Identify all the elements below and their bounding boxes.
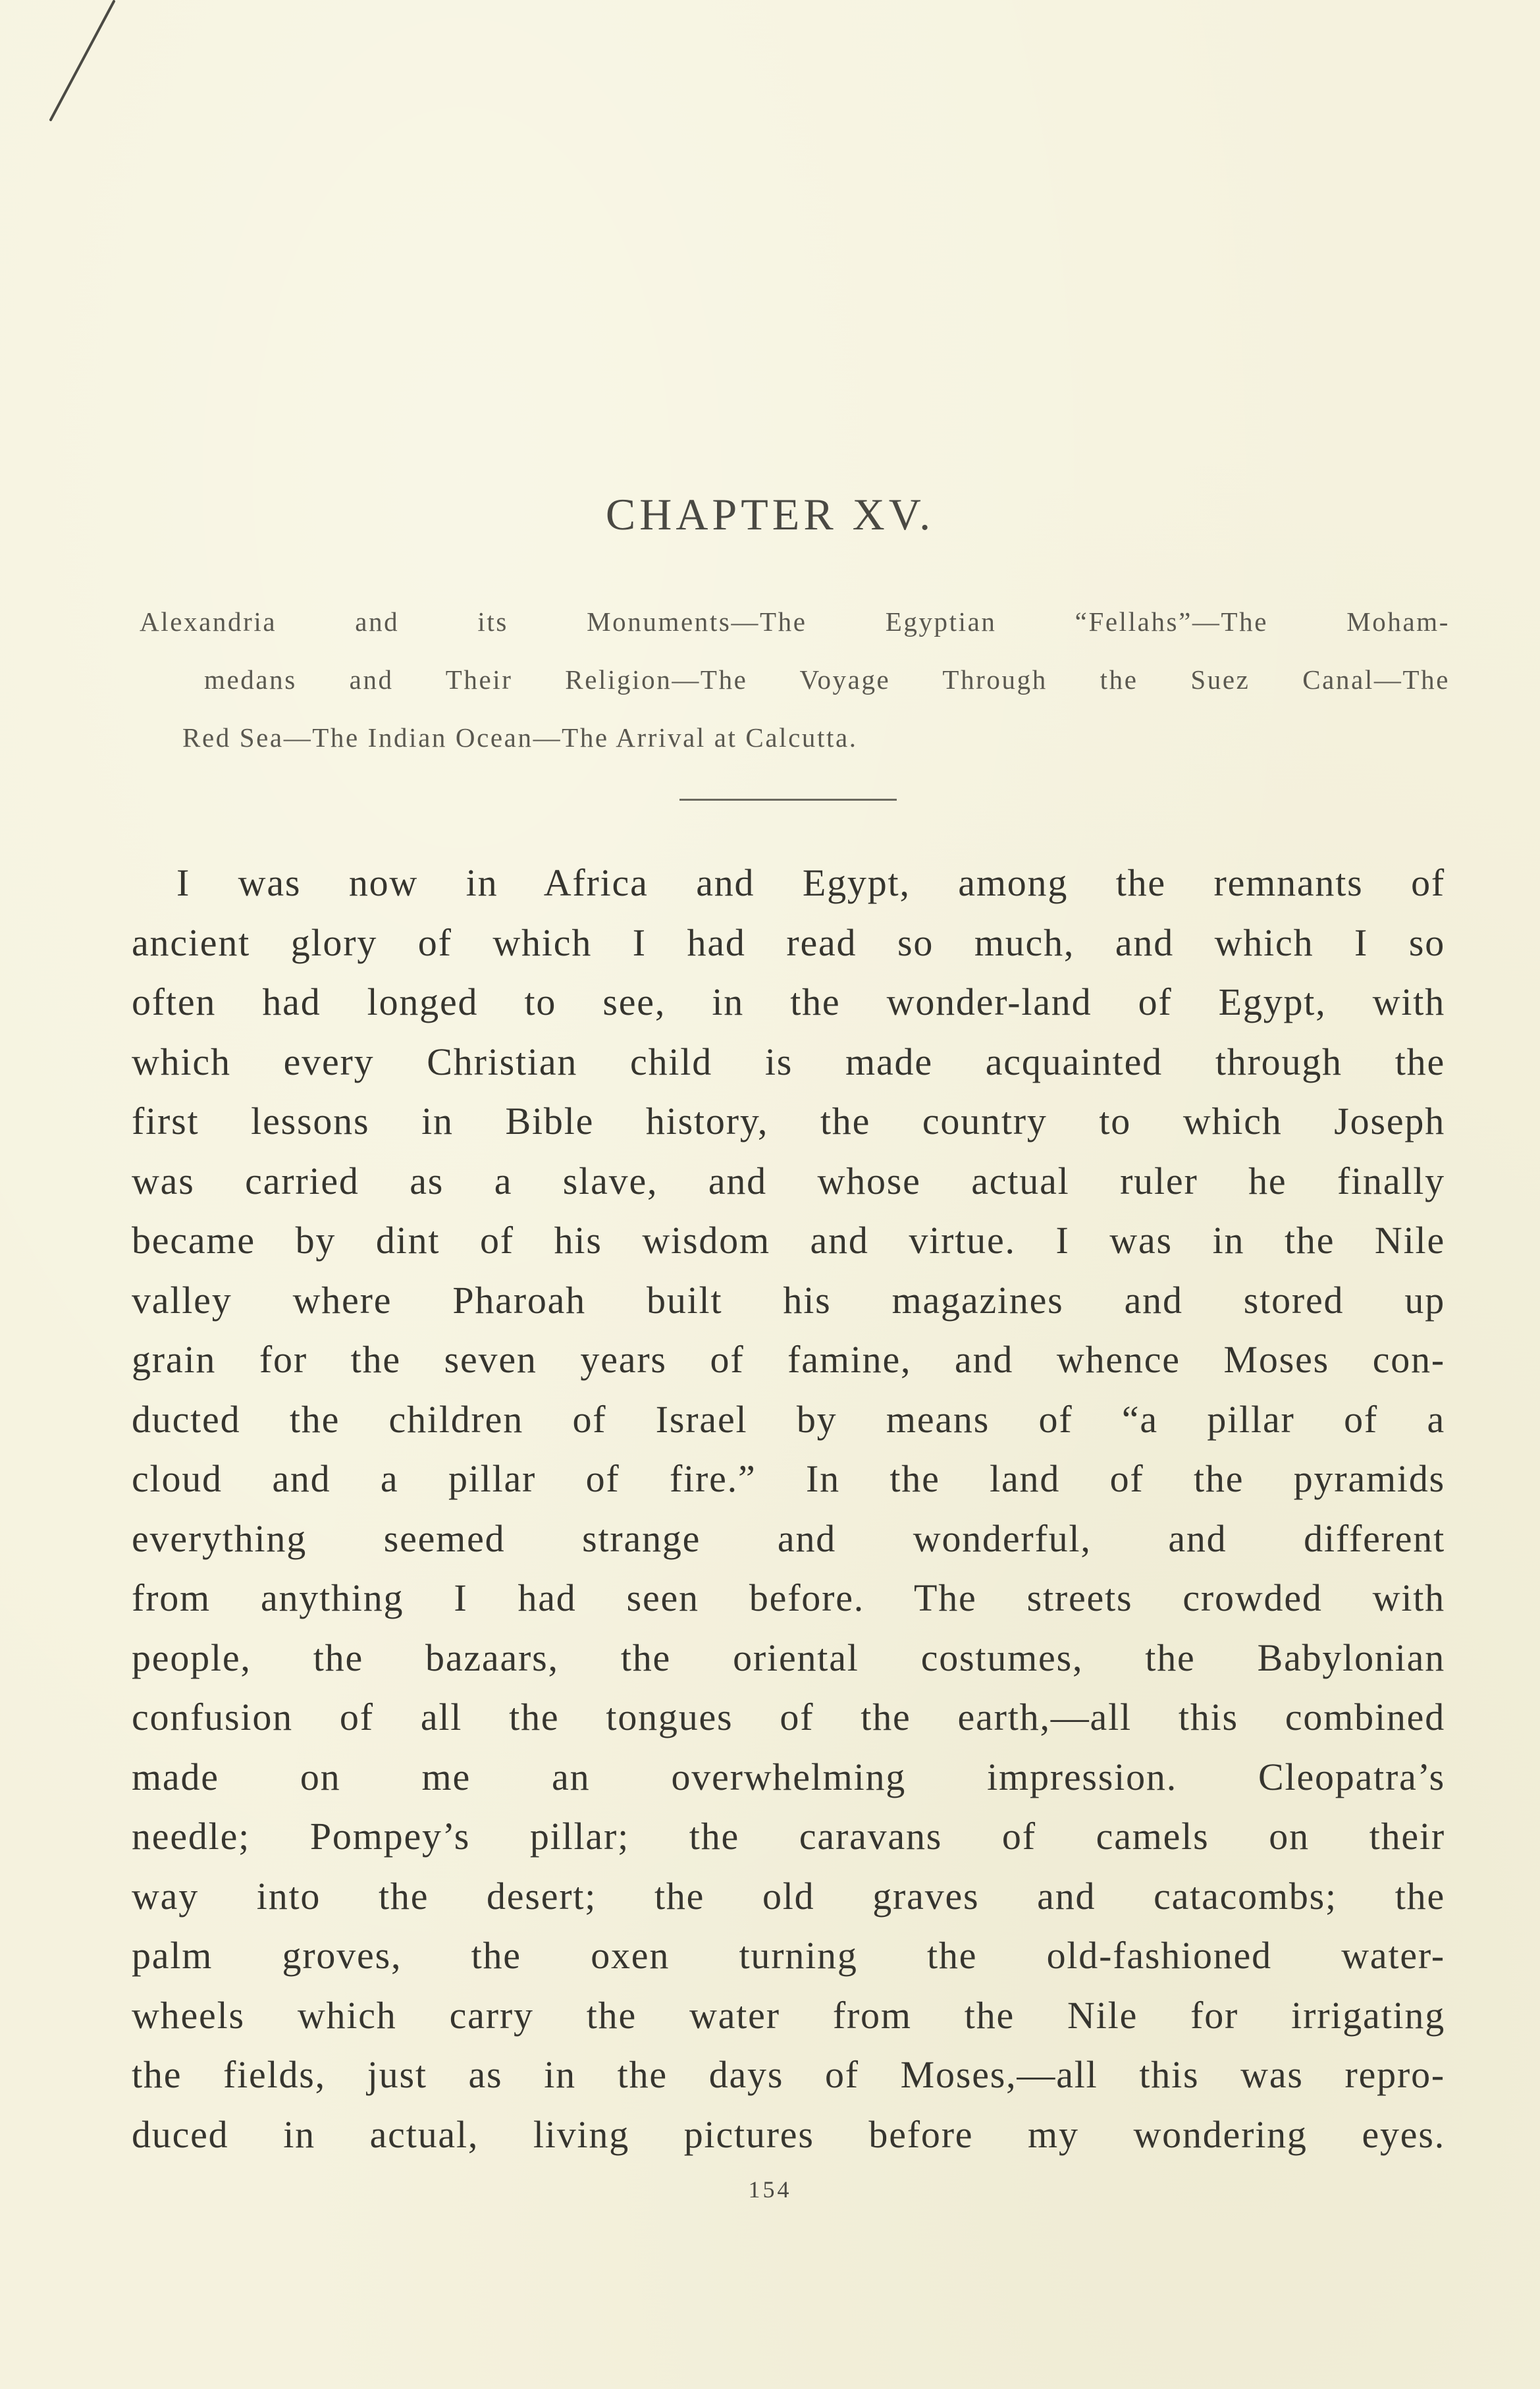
text-line: which every Christian child is made acquainted through the bbox=[132, 1040, 1445, 1083]
text-line: cloud and a pillar of fire.” In the land of the pyramids bbox=[132, 1457, 1445, 1500]
text-line: became by dint of his wisdom and virtue. I was in the Nile bbox=[132, 1219, 1445, 1262]
pencil-slash-mark bbox=[36, 0, 128, 125]
text-line: confusion of all the tongues of the earth,—all this combined bbox=[132, 1696, 1445, 1738]
text-line: people, the bazaars, the oriental costumes, the Babylonian bbox=[132, 1636, 1445, 1679]
text-line: the fields, just as in the days of Moses,—all this was repro- bbox=[132, 2053, 1445, 2096]
text-line: everything seemed strange and wonderful, and different bbox=[132, 1517, 1445, 1560]
text-line: from anything I had seen before. The streets crowded with bbox=[132, 1576, 1445, 1619]
body-paragraph bbox=[132, 853, 1445, 2164]
text-line: was carried as a slave, and whose actual ruler he finally bbox=[132, 1159, 1445, 1202]
section-divider bbox=[679, 799, 897, 801]
summary-line: medans and Their Religion—The Voyage Through the Suez Canal—The bbox=[204, 664, 1450, 695]
text-line: first lessons in Bible history, the country to which Joseph bbox=[132, 1100, 1445, 1142]
text-line: often had longed to see, in the wonder-land of Egypt, with bbox=[132, 980, 1445, 1023]
chapter-title: CHAPTER XV. bbox=[605, 489, 935, 539]
text-line: ancient glory of which I had read so much, and which I so bbox=[132, 921, 1445, 964]
text-line: wheels which carry the water from the Nile for irrigating bbox=[132, 1993, 1445, 2037]
text-line: palm groves, the oxen turning the old-fashioned water- bbox=[132, 1934, 1445, 1977]
text-line: needle; Pompey’s pillar; the caravans of camels on their bbox=[132, 1815, 1445, 1858]
summary-line: Alexandria and its Monuments—The Egyptian “Fellahs”—The Moham- bbox=[140, 606, 1450, 637]
page-number: 154 bbox=[748, 2176, 792, 2203]
text-line: way into the desert; the old graves and catacombs; the bbox=[132, 1874, 1445, 1918]
text-line: grain for the seven years of famine, and whence Moses con- bbox=[132, 1338, 1445, 1381]
text-line: duced in actual, living pictures before my wondering eyes. bbox=[132, 2112, 1445, 2156]
text-line: ducted the children of Israel by means of “a pillar of a bbox=[132, 1397, 1445, 1441]
chapter-summary bbox=[140, 593, 1450, 766]
text-line: valley where Pharoah built his magazines and stored up bbox=[132, 1278, 1445, 1322]
summary-line: Red Sea—The Indian Ocean—The Arrival at Calcutta. bbox=[182, 722, 858, 753]
text-line: I was now in Africa and Egypt, among the remnants of bbox=[176, 861, 1445, 904]
text-line: made on me an overwhelming impression. Cleopatra’s bbox=[132, 1755, 1445, 1798]
